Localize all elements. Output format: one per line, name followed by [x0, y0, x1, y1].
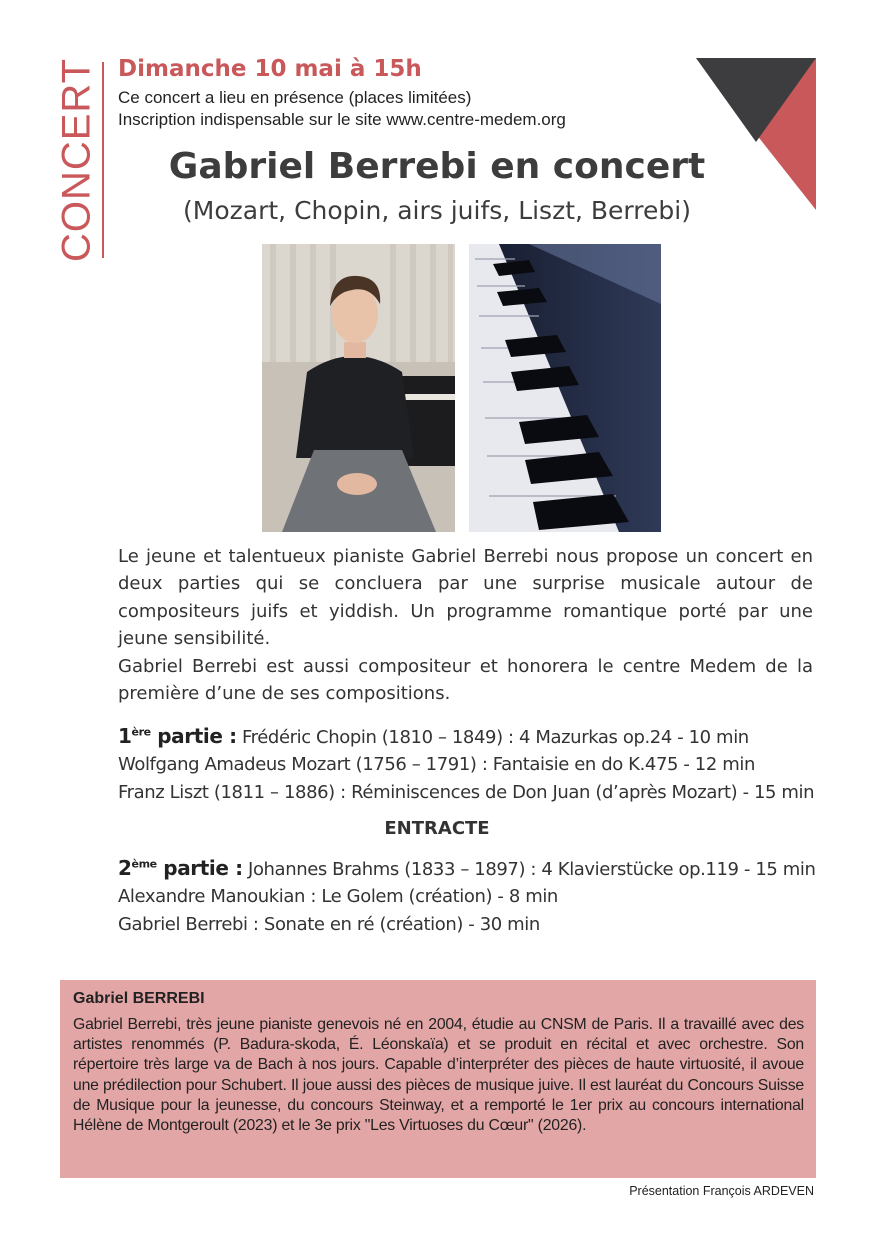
part2-heading: 2ème partie :	[118, 856, 243, 880]
attendance-info: Ce concert a lieu en présence (places limitées)	[118, 88, 472, 107]
event-date: Dimanche 10 mai à 15h	[118, 56, 422, 82]
intro-paragraph-2: Gabriel Berrebi est aussi compositeur et honorera le centre Medem de la première d’une de ses compositions.	[118, 655, 813, 705]
presentation-credit: Présentation François ARDEVEN	[629, 1184, 814, 1198]
intermission-label: ENTRACTE	[384, 818, 490, 839]
piano-keys-photo	[469, 244, 661, 532]
intro-paragraph-1: Le jeune et talentueux pianiste Gabriel Berrebi nous propose un concert en deux parties qui se concluera par une surprise musicale autour de compositeurs juifs et yiddish. Un programme romantique porté par une jeune sensibilité.	[118, 546, 813, 650]
pianist-portrait-photo	[262, 244, 455, 532]
bio-box	[60, 980, 816, 1178]
side-label-text: CONCERT	[54, 57, 99, 263]
program-item: Frédéric Chopin (1810 – 1849) : 4 Mazurkas op.24 - 10 min	[242, 727, 749, 748]
bio-text: Gabriel Berrebi, très jeune pianiste genevois né en 2004, étudie au CNSM de Paris. Il a travaillé avec des artistes renommés (P. Badura-skoda, É. Léonskaïa) et se produit en récital et avec orchestre. Son répertoire très large va de Bach à nos jours. Capable d’interpréter des pièces de haute virtuosité, il avoue une prédilection pour Schubert. Il joue aussi des pièces de musique juive. Il est lauréat du Concours Suisse de Musique pour la jeunesse, du concours Steinway, et a remporté le 1er prix au concours international Hélène de Montgeroult (2023) et le 3e prix "Les Virtuoses du Cœur" (2026).	[73, 1016, 804, 1135]
program-item: Johannes Brahms (1833 – 1897) : 4 Klavierstücke op.119 - 15 min	[248, 859, 816, 880]
intro-text	[118, 543, 813, 707]
program-item: Wolfgang Amadeus Mozart (1756 – 1791) : Fantaisie en do K.475 - 12 min	[118, 754, 755, 775]
registration-info: Inscription indispensable sur le site www.centre-medem.org	[118, 110, 566, 129]
program-item: Gabriel Berrebi : Sonate en ré (création) - 30 min	[118, 914, 540, 935]
program-line	[118, 724, 818, 748]
concert-title: Gabriel Berrebi en concert	[168, 146, 706, 187]
program-item: Franz Liszt (1811 – 1886) : Réminiscences de Don Juan (d’après Mozart) - 15 min	[118, 782, 815, 803]
bio-title: Gabriel BERREBI	[73, 990, 205, 1007]
corner-triangles-icon	[696, 58, 816, 210]
part1-heading: 1ère partie :	[118, 724, 237, 748]
program-item: Alexandre Manoukian : Le Golem (création) - 8 min	[118, 886, 558, 907]
program-line	[118, 856, 818, 880]
concert-subtitle: (Mozart, Chopin, airs juifs, Liszt, Berrebi)	[183, 196, 691, 225]
